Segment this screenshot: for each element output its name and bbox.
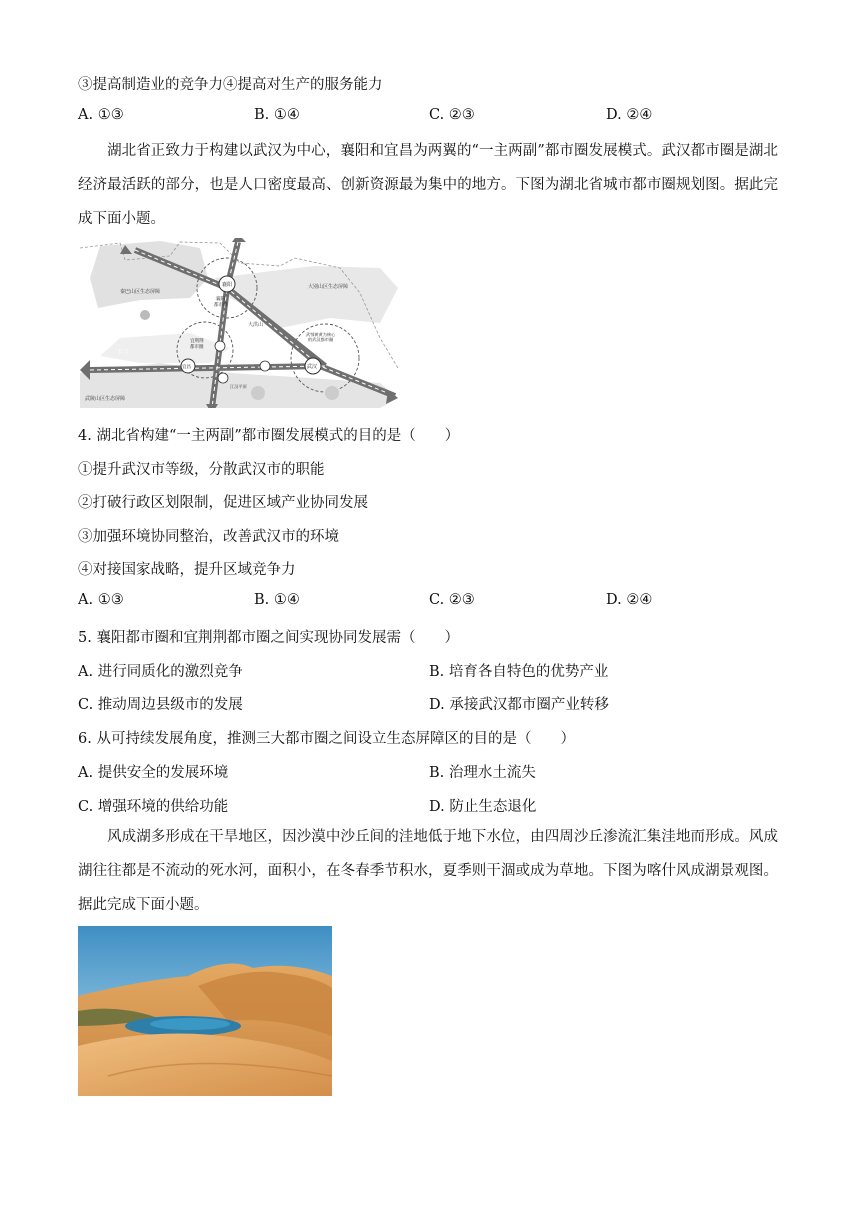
passage-aeolian-lake [78,820,778,922]
q3-option-d[interactable]: D. ②④ [606,107,653,123]
map-label-qinba: 秦巴山区生态屏障 [120,289,161,295]
q4-item-4: ④对接国家战略，提升区域竞争力 [78,562,296,578]
q4-stem: 4. 湖北省构建“一主两副”都市圈发展模式的目的是（ ） [78,428,460,444]
passage-aeolian-lake-text: 风成湖多形成在干旱地区，因沙漠中沙丘间的洼地低于地下水位，由四周沙丘渗流汇集洼地而形成。风成湖往往都是不流动的死水河，面积小，在冬春季节积水，夏季则干涸或成为草地。下图为喀什风成湖景观图。据此完成下面小题。 [78,829,778,913]
map-label-yijing: 宜荆荆都市圈 [190,339,204,350]
jingmen-node [215,341,225,351]
passage-hubei-text: 湖北省正致力于构建以武汉为中心，襄阳和宜昌为两翼的“一主两副”都市圈发展模式。武汉都市圈是湖北经济最活跃的部分，也是人口密度最高、创新资源最为集中的地方。下图为湖北省城市都市圈规划图。据此完成下面小题。 [78,143,778,227]
jingzhou-node [218,373,228,383]
shiyan-node [140,310,150,320]
q6-option-b[interactable]: B. 治理水土流失 [429,765,536,781]
q6-option-c[interactable]: C. 增强环境的供给功能 [78,799,229,815]
q3-option-b[interactable]: B. ①④ [254,107,300,123]
q3-option-a[interactable]: A. ①③ [78,107,124,123]
hubei-metro-map [80,238,398,408]
map-label-jianghan: 江汉平原 [230,384,247,389]
q5-stem: 5. 襄阳都市圈和宜荆荆都市圈之间实现协同发展需（ ） [78,630,459,646]
map-label-xiangyang-circle: 襄阳都市圈 [214,297,228,308]
xiantao-node [260,361,270,371]
q3-option-c[interactable]: C. ②③ [429,107,475,123]
q4-item-1: ①提升武汉市等级，分散武汉市的职能 [78,462,325,478]
q5-option-b[interactable]: B. 培育各自特色的优势产业 [429,664,609,680]
q4-item-3: ③加强环境协同整治，改善武汉市的环境 [78,529,339,545]
q5-option-c[interactable]: C. 推动周边县级市的发展 [78,697,243,713]
q4-option-c[interactable]: C. ②③ [429,592,475,608]
q5-option-d[interactable]: D. 承接武汉都市圈产业转移 [429,697,609,713]
map-label-wuhan-circle: 武鄂黄黄为核心的武汉都市圈 [306,332,336,342]
map-label-dabie: 大别山区生态屏障 [308,284,349,290]
q3-options-line: ③提高制造业的竞争力④提高对生产的服务能力 [78,77,383,93]
q6-option-d[interactable]: D. 防止生态退化 [429,799,537,815]
north-arrow-icon [232,238,246,242]
q4-option-b[interactable]: B. ①④ [254,592,300,608]
q6-option-a[interactable]: A. 提供安全的发展环境 [78,765,229,781]
kashgar-aeolian-lake-photo [78,926,332,1096]
q6-stem: 6. 从可持续发展角度，推测三大都市圈之间设立生态屏障区的目的是（ ） [78,731,575,747]
map-label-changjiang: 长 江 [118,349,130,355]
map-label-wuling: 武陵山区生态屏障 [85,396,126,402]
xianning-node [251,386,265,400]
huangshi-node [325,386,339,400]
map-label-dahong: 大洪山 [248,322,264,328]
passage-hubei [78,134,778,236]
q4-item-2: ②打破行政区划限制，促进区域产业协同发展 [78,495,368,511]
q5-option-a[interactable]: A. 进行同质化的激烈竞争 [78,664,243,680]
q4-option-a[interactable]: A. ①③ [78,592,124,608]
map-label-yichang: 宜昌 [182,365,191,370]
q4-option-d[interactable]: D. ②④ [606,592,653,608]
map-label-xiangyang: 襄阳 [222,282,233,288]
map-label-wuhan: 武汉 [307,364,318,370]
jianghan-region [100,333,230,363]
